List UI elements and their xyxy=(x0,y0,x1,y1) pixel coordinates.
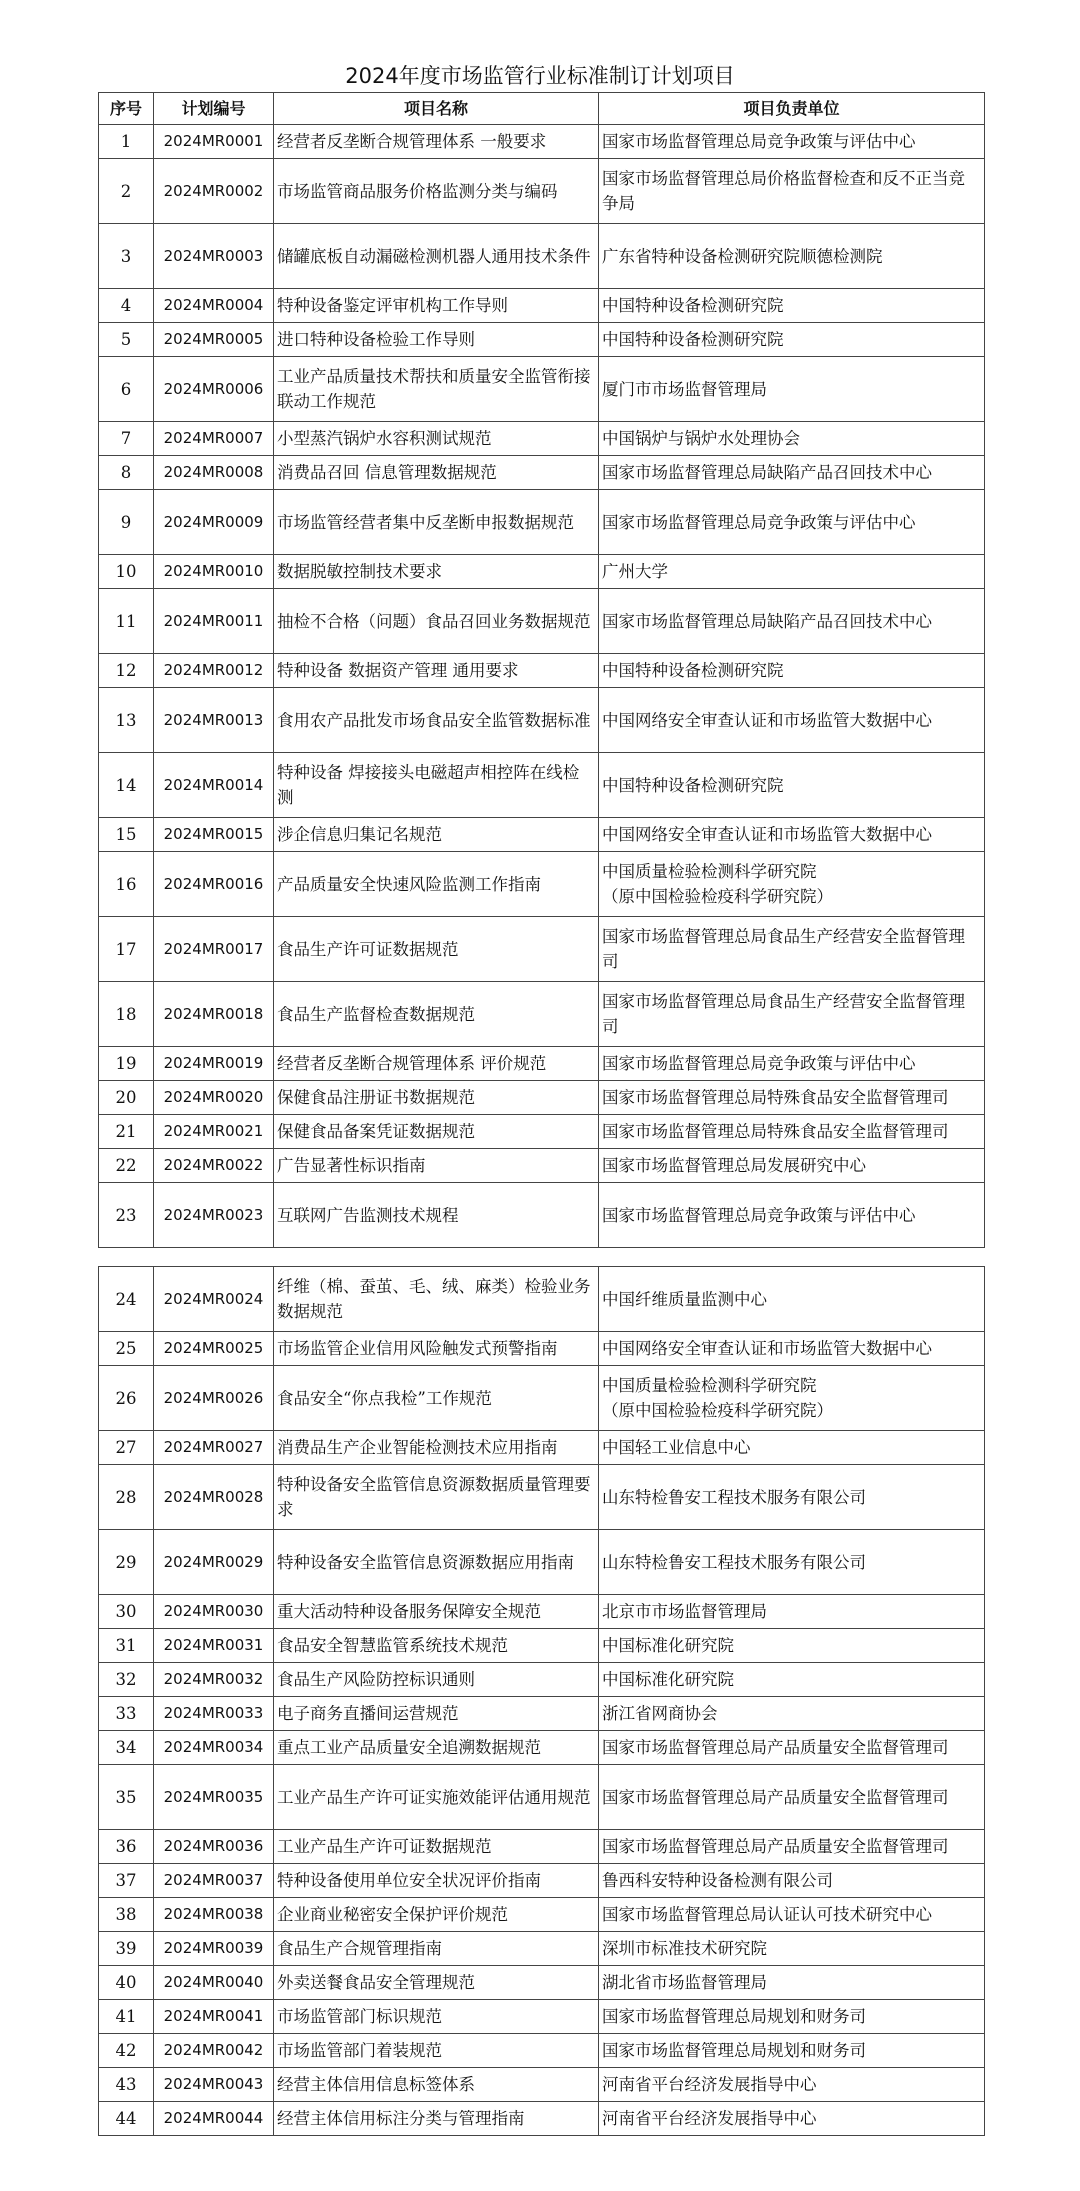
row-seq: 11 xyxy=(99,589,154,654)
row-project-name: 小型蒸汽锅炉水容积测试规范 xyxy=(274,422,599,456)
row-seq: 32 xyxy=(99,1663,154,1697)
row-responsible-unit: 中国标准化研究院 xyxy=(599,1629,985,1663)
row-plan-code: 2024MR0011 xyxy=(154,589,274,654)
row-responsible-unit: 中国轻工业信息中心 xyxy=(599,1431,985,1465)
row-plan-code: 2024MR0024 xyxy=(154,1267,274,1332)
row-responsible-unit: 山东特检鲁安工程技术服务有限公司 xyxy=(599,1465,985,1530)
row-responsible-unit: 中国质量检验检测科学研究院 （原中国检验检疫科学研究院） xyxy=(599,852,985,917)
table-row xyxy=(99,1932,985,1966)
row-responsible-unit: 国家市场监督管理总局食品生产经营安全监督管理司 xyxy=(599,917,985,982)
row-project-name: 涉企信息归集记名规范 xyxy=(274,818,599,852)
row-responsible-unit: 中国标准化研究院 xyxy=(599,1663,985,1697)
header-code: 计划编号 xyxy=(154,93,274,125)
row-seq: 10 xyxy=(99,555,154,589)
row-seq: 31 xyxy=(99,1629,154,1663)
table-row xyxy=(99,2102,985,2136)
table-row xyxy=(99,1465,985,1530)
standards-table-part-2 xyxy=(98,1266,985,2136)
row-responsible-unit: 国家市场监督管理总局产品质量安全监督管理司 xyxy=(599,1731,985,1765)
row-project-name: 市场监管经营者集中反垄断申报数据规范 xyxy=(274,490,599,555)
row-responsible-unit: 国家市场监督管理总局产品质量安全监督管理司 xyxy=(599,1765,985,1830)
row-seq: 29 xyxy=(99,1530,154,1595)
table-row xyxy=(99,589,985,654)
row-responsible-unit: 深圳市标准技术研究院 xyxy=(599,1932,985,1966)
row-responsible-unit: 中国网络安全审查认证和市场监管大数据中心 xyxy=(599,818,985,852)
row-seq: 30 xyxy=(99,1595,154,1629)
table-row xyxy=(99,456,985,490)
header-seq: 序号 xyxy=(99,93,154,125)
table-row xyxy=(99,224,985,289)
row-plan-code: 2024MR0040 xyxy=(154,1966,274,2000)
row-plan-code: 2024MR0007 xyxy=(154,422,274,456)
table-row xyxy=(99,1149,985,1183)
row-project-name: 重点工业产品质量安全追溯数据规范 xyxy=(274,1731,599,1765)
table-row xyxy=(99,1081,985,1115)
row-plan-code: 2024MR0010 xyxy=(154,555,274,589)
table-row xyxy=(99,688,985,753)
row-responsible-unit: 中国特种设备检测研究院 xyxy=(599,654,985,688)
row-seq: 17 xyxy=(99,917,154,982)
table-row xyxy=(99,1697,985,1731)
row-responsible-unit: 湖北省市场监督管理局 xyxy=(599,1966,985,2000)
row-responsible-unit: 河南省平台经济发展指导中心 xyxy=(599,2068,985,2102)
row-seq: 34 xyxy=(99,1731,154,1765)
row-plan-code: 2024MR0021 xyxy=(154,1115,274,1149)
row-plan-code: 2024MR0018 xyxy=(154,982,274,1047)
row-responsible-unit: 中国质量检验检测科学研究院 （原中国检验检疫科学研究院） xyxy=(599,1366,985,1431)
table-row xyxy=(99,2000,985,2034)
row-project-name: 食品生产风险防控标识通则 xyxy=(274,1663,599,1697)
row-plan-code: 2024MR0009 xyxy=(154,490,274,555)
row-project-name: 工业产品生产许可证数据规范 xyxy=(274,1830,599,1864)
row-seq: 40 xyxy=(99,1966,154,2000)
row-plan-code: 2024MR0032 xyxy=(154,1663,274,1697)
table-row xyxy=(99,1115,985,1149)
row-plan-code: 2024MR0043 xyxy=(154,2068,274,2102)
row-plan-code: 2024MR0008 xyxy=(154,456,274,490)
row-responsible-unit: 国家市场监督管理总局缺陷产品召回技术中心 xyxy=(599,589,985,654)
row-plan-code: 2024MR0005 xyxy=(154,323,274,357)
row-plan-code: 2024MR0020 xyxy=(154,1081,274,1115)
row-project-name: 数据脱敏控制技术要求 xyxy=(274,555,599,589)
row-plan-code: 2024MR0042 xyxy=(154,2034,274,2068)
row-responsible-unit: 国家市场监督管理总局价格监督检查和反不正当竞争局 xyxy=(599,159,985,224)
row-project-name: 互联网广告监测技术规程 xyxy=(274,1183,599,1248)
table-row xyxy=(99,982,985,1047)
row-project-name: 产品质量安全快速风险监测工作指南 xyxy=(274,852,599,917)
row-project-name: 保健食品备案凭证数据规范 xyxy=(274,1115,599,1149)
row-project-name: 特种设备 焊接接头电磁超声相控阵在线检测 xyxy=(274,753,599,818)
row-plan-code: 2024MR0033 xyxy=(154,1697,274,1731)
row-responsible-unit: 鲁西科安特种设备检测有限公司 xyxy=(599,1864,985,1898)
row-plan-code: 2024MR0035 xyxy=(154,1765,274,1830)
row-seq: 9 xyxy=(99,490,154,555)
row-project-name: 特种设备安全监管信息资源数据应用指南 xyxy=(274,1530,599,1595)
row-responsible-unit: 广东省特种设备检测研究院顺德检测院 xyxy=(599,224,985,289)
row-plan-code: 2024MR0025 xyxy=(154,1332,274,1366)
row-plan-code: 2024MR0028 xyxy=(154,1465,274,1530)
table-row xyxy=(99,555,985,589)
table-row xyxy=(99,1595,985,1629)
row-project-name: 纤维（棉、蚕茧、毛、绒、麻类）检验业务数据规范 xyxy=(274,1267,599,1332)
row-seq: 5 xyxy=(99,323,154,357)
row-seq: 12 xyxy=(99,654,154,688)
row-project-name: 经营者反垄断合规管理体系 评价规范 xyxy=(274,1047,599,1081)
row-responsible-unit: 广州大学 xyxy=(599,555,985,589)
table-row xyxy=(99,1966,985,2000)
row-project-name: 食品生产合规管理指南 xyxy=(274,1932,599,1966)
row-seq: 2 xyxy=(99,159,154,224)
row-seq: 41 xyxy=(99,2000,154,2034)
row-project-name: 市场监管部门标识规范 xyxy=(274,2000,599,2034)
row-responsible-unit: 河南省平台经济发展指导中心 xyxy=(599,2102,985,2136)
row-responsible-unit: 国家市场监督管理总局竞争政策与评估中心 xyxy=(599,1183,985,1248)
row-project-name: 进口特种设备检验工作导则 xyxy=(274,323,599,357)
row-plan-code: 2024MR0001 xyxy=(154,125,274,159)
row-seq: 21 xyxy=(99,1115,154,1149)
row-responsible-unit: 国家市场监督管理总局发展研究中心 xyxy=(599,1149,985,1183)
row-responsible-unit: 国家市场监督管理总局缺陷产品召回技术中心 xyxy=(599,456,985,490)
row-plan-code: 2024MR0003 xyxy=(154,224,274,289)
row-plan-code: 2024MR0006 xyxy=(154,357,274,422)
row-plan-code: 2024MR0023 xyxy=(154,1183,274,1248)
table-row xyxy=(99,1629,985,1663)
row-seq: 36 xyxy=(99,1830,154,1864)
row-project-name: 特种设备鉴定评审机构工作导则 xyxy=(274,289,599,323)
row-plan-code: 2024MR0026 xyxy=(154,1366,274,1431)
table-row xyxy=(99,654,985,688)
row-responsible-unit: 中国锅炉与锅炉水处理协会 xyxy=(599,422,985,456)
table-row xyxy=(99,1267,985,1332)
row-project-name: 企业商业秘密安全保护评价规范 xyxy=(274,1898,599,1932)
row-seq: 22 xyxy=(99,1149,154,1183)
page-title: 2024年度市场监管行业标准制订计划项目 xyxy=(345,64,735,88)
row-project-name: 外卖送餐食品安全管理规范 xyxy=(274,1966,599,2000)
row-seq: 42 xyxy=(99,2034,154,2068)
row-project-name: 经营主体信用标注分类与管理指南 xyxy=(274,2102,599,2136)
table-row xyxy=(99,818,985,852)
row-seq: 27 xyxy=(99,1431,154,1465)
table-row xyxy=(99,490,985,555)
row-seq: 37 xyxy=(99,1864,154,1898)
row-plan-code: 2024MR0013 xyxy=(154,688,274,753)
row-plan-code: 2024MR0017 xyxy=(154,917,274,982)
row-responsible-unit: 国家市场监督管理总局特殊食品安全监督管理司 xyxy=(599,1115,985,1149)
row-responsible-unit: 国家市场监督管理总局食品生产经营安全监督管理司 xyxy=(599,982,985,1047)
table-row xyxy=(99,2034,985,2068)
row-project-name: 特种设备安全监管信息资源数据质量管理要求 xyxy=(274,1465,599,1530)
row-project-name: 消费品生产企业智能检测技术应用指南 xyxy=(274,1431,599,1465)
row-responsible-unit: 国家市场监督管理总局竞争政策与评估中心 xyxy=(599,1047,985,1081)
row-seq: 20 xyxy=(99,1081,154,1115)
row-project-name: 经营主体信用信息标签体系 xyxy=(274,2068,599,2102)
row-plan-code: 2024MR0027 xyxy=(154,1431,274,1465)
header-name: 项目名称 xyxy=(274,93,599,125)
row-seq: 44 xyxy=(99,2102,154,2136)
table-row xyxy=(99,159,985,224)
row-project-name: 市场监管企业信用风险触发式预警指南 xyxy=(274,1332,599,1366)
row-plan-code: 2024MR0039 xyxy=(154,1932,274,1966)
row-plan-code: 2024MR0037 xyxy=(154,1864,274,1898)
row-seq: 23 xyxy=(99,1183,154,1248)
row-plan-code: 2024MR0015 xyxy=(154,818,274,852)
row-seq: 33 xyxy=(99,1697,154,1731)
row-seq: 15 xyxy=(99,818,154,852)
table-body-part-1 xyxy=(99,125,985,1248)
row-responsible-unit: 浙江省网商协会 xyxy=(599,1697,985,1731)
row-seq: 16 xyxy=(99,852,154,917)
table-row xyxy=(99,422,985,456)
row-project-name: 广告显著性标识指南 xyxy=(274,1149,599,1183)
row-responsible-unit: 中国网络安全审查认证和市场监管大数据中心 xyxy=(599,688,985,753)
row-seq: 35 xyxy=(99,1765,154,1830)
row-project-name: 工业产品质量技术帮扶和质量安全监管衔接联动工作规范 xyxy=(274,357,599,422)
row-project-name: 重大活动特种设备服务保障安全规范 xyxy=(274,1595,599,1629)
table-row xyxy=(99,1332,985,1366)
row-plan-code: 2024MR0002 xyxy=(154,159,274,224)
table-row xyxy=(99,323,985,357)
row-seq: 26 xyxy=(99,1366,154,1431)
row-seq: 19 xyxy=(99,1047,154,1081)
row-plan-code: 2024MR0014 xyxy=(154,753,274,818)
row-responsible-unit: 国家市场监督管理总局认证认可技术研究中心 xyxy=(599,1898,985,1932)
row-seq: 38 xyxy=(99,1898,154,1932)
row-plan-code: 2024MR0022 xyxy=(154,1149,274,1183)
row-project-name: 食品安全智慧监管系统技术规范 xyxy=(274,1629,599,1663)
row-seq: 39 xyxy=(99,1932,154,1966)
row-responsible-unit: 中国特种设备检测研究院 xyxy=(599,753,985,818)
table-row xyxy=(99,1047,985,1081)
row-seq: 3 xyxy=(99,224,154,289)
table-row xyxy=(99,2068,985,2102)
row-plan-code: 2024MR0038 xyxy=(154,1898,274,1932)
row-responsible-unit: 国家市场监督管理总局竞争政策与评估中心 xyxy=(599,490,985,555)
row-project-name: 食用农产品批发市场食品安全监管数据标准 xyxy=(274,688,599,753)
table-row xyxy=(99,753,985,818)
table-row xyxy=(99,1898,985,1932)
row-plan-code: 2024MR0031 xyxy=(154,1629,274,1663)
row-project-name: 食品生产监督检查数据规范 xyxy=(274,982,599,1047)
table-row xyxy=(99,1431,985,1465)
row-seq: 14 xyxy=(99,753,154,818)
row-project-name: 消费品召回 信息管理数据规范 xyxy=(274,456,599,490)
row-plan-code: 2024MR0036 xyxy=(154,1830,274,1864)
row-project-name: 市场监管部门着装规范 xyxy=(274,2034,599,2068)
row-responsible-unit: 中国纤维质量监测中心 xyxy=(599,1267,985,1332)
table-row xyxy=(99,1864,985,1898)
row-plan-code: 2024MR0041 xyxy=(154,2000,274,2034)
row-plan-code: 2024MR0030 xyxy=(154,1595,274,1629)
table-row xyxy=(99,1765,985,1830)
row-responsible-unit: 国家市场监督管理总局竞争政策与评估中心 xyxy=(599,125,985,159)
row-responsible-unit: 厦门市市场监督管理局 xyxy=(599,357,985,422)
row-project-name: 工业产品生产许可证实施效能评估通用规范 xyxy=(274,1765,599,1830)
table-row xyxy=(99,1183,985,1248)
table-row xyxy=(99,1530,985,1595)
row-project-name: 储罐底板自动漏磁检测机器人通用技术条件 xyxy=(274,224,599,289)
row-responsible-unit: 国家市场监督管理总局规划和财务司 xyxy=(599,2034,985,2068)
row-seq: 13 xyxy=(99,688,154,753)
table-body-part-2 xyxy=(99,1267,985,2136)
row-project-name: 食品生产许可证数据规范 xyxy=(274,917,599,982)
row-project-name: 电子商务直播间运营规范 xyxy=(274,1697,599,1731)
row-responsible-unit: 北京市市场监督管理局 xyxy=(599,1595,985,1629)
row-project-name: 食品安全“你点我检”工作规范 xyxy=(274,1366,599,1431)
row-plan-code: 2024MR0034 xyxy=(154,1731,274,1765)
row-project-name: 经营者反垄断合规管理体系 一般要求 xyxy=(274,125,599,159)
row-plan-code: 2024MR0012 xyxy=(154,654,274,688)
table-row xyxy=(99,1663,985,1697)
table-row xyxy=(99,289,985,323)
standards-table-part-1 xyxy=(98,92,985,1248)
row-responsible-unit: 国家市场监督管理总局规划和财务司 xyxy=(599,2000,985,2034)
row-responsible-unit: 中国特种设备检测研究院 xyxy=(599,289,985,323)
row-responsible-unit: 中国特种设备检测研究院 xyxy=(599,323,985,357)
table-row xyxy=(99,852,985,917)
table-row xyxy=(99,357,985,422)
table-row xyxy=(99,125,985,159)
row-responsible-unit: 山东特检鲁安工程技术服务有限公司 xyxy=(599,1530,985,1595)
row-plan-code: 2024MR0029 xyxy=(154,1530,274,1595)
header-unit: 项目负责单位 xyxy=(599,93,985,125)
row-project-name: 特种设备 数据资产管理 通用要求 xyxy=(274,654,599,688)
row-project-name: 保健食品注册证书数据规范 xyxy=(274,1081,599,1115)
row-seq: 1 xyxy=(99,125,154,159)
row-seq: 4 xyxy=(99,289,154,323)
row-plan-code: 2024MR0044 xyxy=(154,2102,274,2136)
row-project-name: 特种设备使用单位安全状况评价指南 xyxy=(274,1864,599,1898)
row-responsible-unit: 中国网络安全审查认证和市场监管大数据中心 xyxy=(599,1332,985,1366)
row-seq: 25 xyxy=(99,1332,154,1366)
row-project-name: 市场监管商品服务价格监测分类与编码 xyxy=(274,159,599,224)
table-row xyxy=(99,1830,985,1864)
row-plan-code: 2024MR0016 xyxy=(154,852,274,917)
table-header-row xyxy=(99,93,985,125)
row-plan-code: 2024MR0004 xyxy=(154,289,274,323)
table-row xyxy=(99,917,985,982)
row-seq: 28 xyxy=(99,1465,154,1530)
row-seq: 7 xyxy=(99,422,154,456)
table-row xyxy=(99,1731,985,1765)
row-seq: 24 xyxy=(99,1267,154,1332)
row-project-name: 抽检不合格（问题）食品召回业务数据规范 xyxy=(274,589,599,654)
row-seq: 43 xyxy=(99,2068,154,2102)
row-plan-code: 2024MR0019 xyxy=(154,1047,274,1081)
row-seq: 6 xyxy=(99,357,154,422)
row-seq: 8 xyxy=(99,456,154,490)
row-seq: 18 xyxy=(99,982,154,1047)
row-responsible-unit: 国家市场监督管理总局产品质量安全监督管理司 xyxy=(599,1830,985,1864)
row-responsible-unit: 国家市场监督管理总局特殊食品安全监督管理司 xyxy=(599,1081,985,1115)
table-row xyxy=(99,1366,985,1431)
